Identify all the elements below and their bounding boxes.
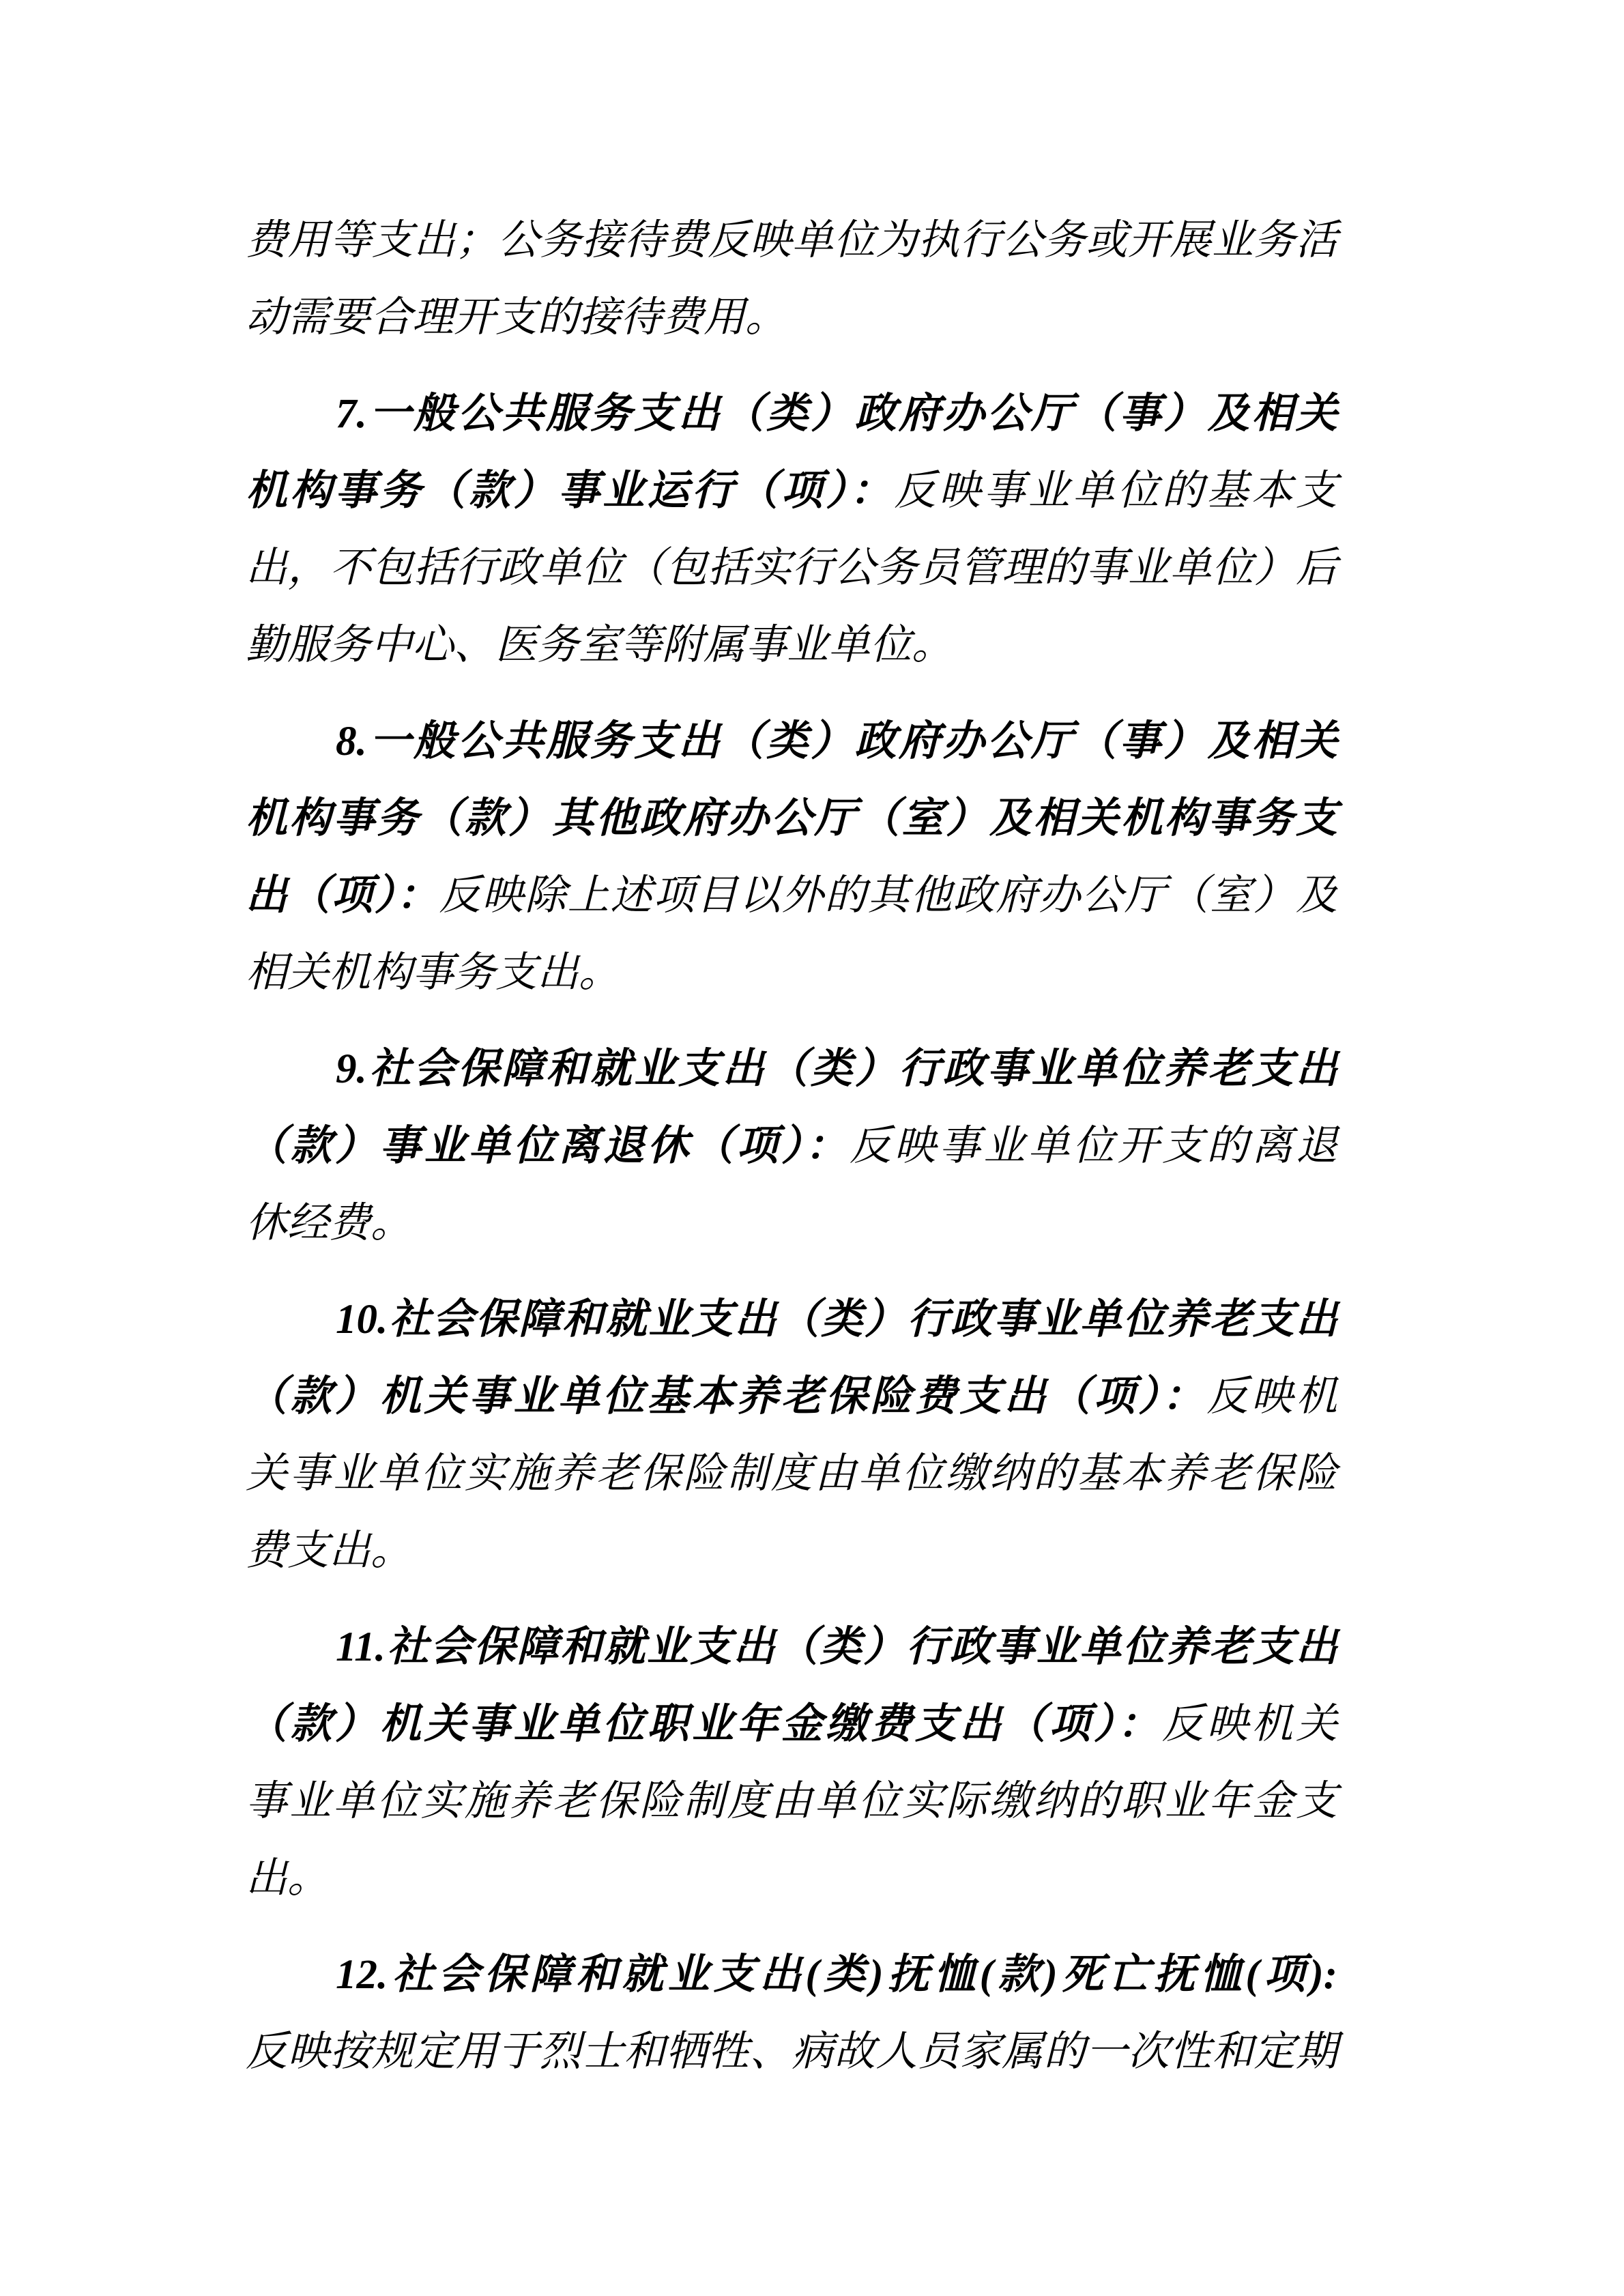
text-line <box>246 1031 1337 1108</box>
paragraph-continuation <box>246 202 1337 356</box>
paragraph-item-12 <box>246 1936 1337 2091</box>
text-line <box>246 1936 1337 2013</box>
text-line <box>246 1609 1337 1686</box>
text-line <box>246 1763 1337 1840</box>
body-text: 勤服务中心、医务室等附属事业单位。 <box>246 622 954 668</box>
text-line <box>246 1108 1337 1185</box>
body-text: 费支出。 <box>246 1528 413 1574</box>
text-line <box>246 453 1337 530</box>
body-text: 动需要合理开支的接待费用。 <box>246 295 787 341</box>
text-line <box>246 780 1337 857</box>
bold-text: 11.社会保障和就业支出（类）行政事业单位养老支出 <box>336 1624 1337 1670</box>
body-text: 反映按规定用于烈士和牺牲、病故人员家属的一次性和定期 <box>246 2029 1337 2075</box>
body-text: 休经费。 <box>246 1201 413 1246</box>
body-text: 反映事业单位的基本支 <box>894 468 1337 514</box>
body-text: 相关机构事务支出。 <box>246 950 621 996</box>
bold-text: 机构事务（款）事业运行（项）： <box>246 468 895 514</box>
bold-text: 9.社会保障和就业支出（类）行政事业单位养老支出 <box>336 1046 1337 1092</box>
bold-text: 8.一般公共服务支出（类）政府办公厅（事）及相关 <box>336 719 1337 764</box>
bold-text: （款）机关事业单位职业年金缴费支出（项）： <box>246 1702 1162 1747</box>
bold-text: （款）机关事业单位基本养老保险费支出（项）： <box>246 1374 1207 1420</box>
bold-text: 10.社会保障和就业支出（类）行政事业单位养老支出 <box>336 1297 1337 1343</box>
text-line <box>246 607 1337 684</box>
text-line <box>246 2013 1337 2091</box>
text-line <box>246 1435 1337 1512</box>
body-text: 事业单位实施养老保险制度由单位实际缴纳的职业年金支 <box>246 1779 1337 1824</box>
body-text: 反映机 <box>1206 1374 1337 1420</box>
paragraph-item-10 <box>246 1281 1337 1590</box>
body-text: 反映机关 <box>1161 1702 1337 1747</box>
text-line <box>246 1512 1337 1590</box>
text-line <box>246 703 1337 780</box>
bold-text: 出（项）： <box>246 873 439 919</box>
body-text: 关事业单位实施养老保险制度由单位缴纳的基本养老保险 <box>246 1451 1337 1497</box>
body-text: 费用等支出；公务接待费反映单位为执行公务或开展业务活 <box>246 218 1337 263</box>
document-body <box>246 202 1337 2110</box>
text-line <box>246 1686 1337 1763</box>
bold-text: 机构事务（款）其他政府办公厅（室）及相关机构事务支 <box>246 796 1337 842</box>
text-line <box>246 375 1337 453</box>
text-line <box>246 202 1337 279</box>
bold-text: （款）事业单位离退休（项）： <box>246 1123 850 1169</box>
paragraph-item-8 <box>246 703 1337 1011</box>
body-text: 出，不包括行政单位（包括实行公务员管理的事业单位）后 <box>246 545 1337 591</box>
body-text: 反映除上述项目以外的其他政府办公厅（室）及 <box>439 873 1337 919</box>
text-line <box>246 1358 1337 1435</box>
body-text: 反映事业单位开支的离退 <box>850 1123 1337 1169</box>
bold-text: 12.社会保障和就业支出(类)抚恤(款)死亡抚恤(项): <box>336 1952 1337 1998</box>
paragraph-item-11 <box>246 1609 1337 1917</box>
text-line <box>246 530 1337 607</box>
text-line <box>246 1840 1337 1917</box>
text-line <box>246 1281 1337 1358</box>
bold-text: 7.一般公共服务支出（类）政府办公厅（事）及相关 <box>336 391 1337 437</box>
text-line <box>246 934 1337 1011</box>
text-line <box>246 857 1337 934</box>
paragraph-item-7 <box>246 375 1337 684</box>
text-line <box>246 1185 1337 1262</box>
body-text: 出。 <box>246 1856 330 1902</box>
paragraph-item-9 <box>246 1031 1337 1262</box>
text-line <box>246 279 1337 356</box>
